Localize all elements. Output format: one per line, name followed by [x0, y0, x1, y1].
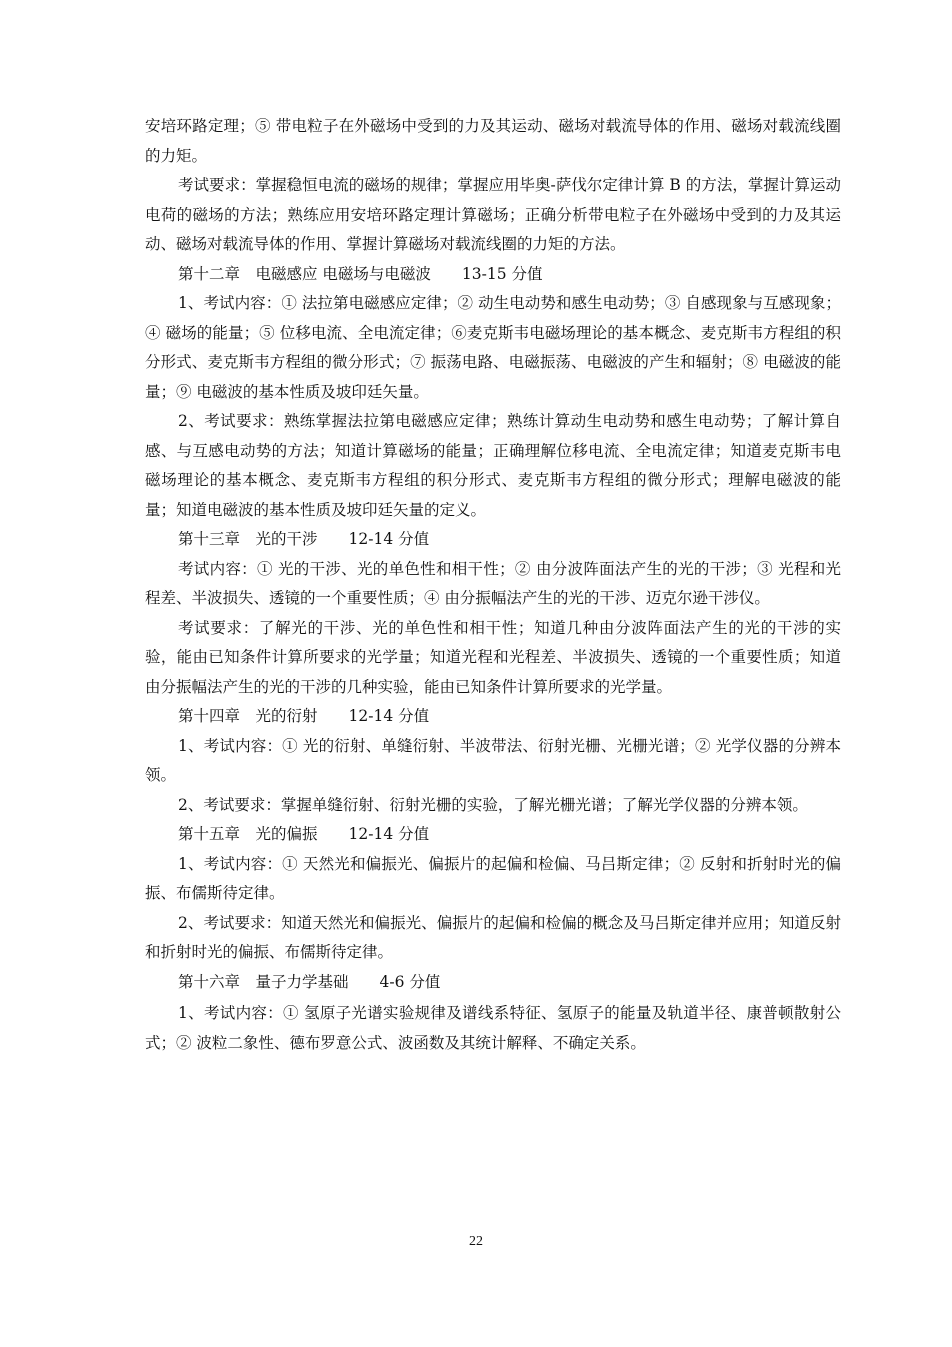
chapter-14-heading: 第十四章 光的衍射 12-14 分值 [178, 707, 430, 725]
paragraph-exam-requirements-ch13: 考试要求：了解光的干涉、光的单色性和相干性；知道几种由分波阵面法产生的光的干涉的实验，能由已知条件计算所要求的光学量；知道光程和光程差、半波损失、透镜的一个重要性质；知道由分振幅法产生的光的干涉的几种实验，能由已知条件计算所要求的光学量。 [145, 618, 841, 696]
paragraph-exam-requirements-ch11: 考试要求：掌握稳恒电流的磁场的规律；掌握应用毕奥-萨伐尔定律计算 B 的方法，掌握计算运动电荷的磁场的方法；熟练应用安培环路定理计算磁场；正确分析带电粒子在外磁场中受到的力及其运动、磁场对载流导体的作用、掌握计算磁场对载流线圈的力矩的方法。 [145, 176, 841, 253]
paragraph-exam-requirements-ch15: 2、考试要求：知道天然光和偏振光、偏振片的起偏和检偏的概念及马吕斯定律并应用；知道反射和折射时光的偏振、布儒斯待定律。 [145, 913, 841, 961]
paragraph-exam-content-ch15: 1、考试内容：① 天然光和偏振光、偏振片的起偏和检偏、马吕斯定律；② 反射和折射时光的偏振、布儒斯待定律。 [145, 854, 841, 902]
document-body [145, 112, 841, 1058]
chapter-16-heading: 第十六章 量子力学基础 4-6 分值 [178, 972, 441, 991]
paragraph-exam-requirements-ch14: 2、考试要求：掌握单缝衍射、衍射光栅的实验，了解光栅光谱；了解光学仪器的分辨本领。 [178, 795, 808, 814]
page-number: 22 [469, 1234, 483, 1249]
paragraph-exam-content-ch14: 1、考试内容：① 光的衍射、单缝衍射、半波带法、衍射光栅、光栅光谱；② 光学仪器的分辨本领。 [145, 736, 841, 784]
paragraph-continuation: 安培环路定理；⑤ 带电粒子在外磁场中受到的力及其运动、磁场对载流导体的作用、磁场对载流线圈的力矩。 [145, 117, 841, 165]
paragraph-exam-content-ch16: 1、考试内容：① 氢原子光谱实验规律及谱线系特征、氢原子的能量及轨道半径、康普顿散射公式；② 波粒二象性、德布罗意公式、波函数及其统计解释、不确定关系。 [145, 1004, 841, 1052]
paragraph-exam-requirements-ch12: 2、考试要求：熟练掌握法拉第电磁感应定律；熟练计算动生电动势和感生电动势；了解计算自感、与互感电动势的方法；知道计算磁场的能量；正确理解位移电流、全电流定律；知道麦克斯韦电磁场理论的基本概念、麦克斯韦方程组的积分形式、麦克斯韦方程组的微分形式；理解电磁波的能量；知道电磁波的基本性质及坡印廷矢量的定义。 [145, 412, 841, 519]
chapter-12-heading: 第十二章 电磁感应 电磁场与电磁波 13-15 分值 [178, 264, 543, 283]
chapter-15-heading: 第十五章 光的偏振 12-14 分值 [178, 825, 430, 843]
paragraph-exam-content-ch12: 1、考试内容：① 法拉第电磁感应定律；② 动生电动势和感生电动势；③ 自感现象与互感现象；④ 磁场的能量；⑤ 位移电流、全电流定律；⑥麦克斯韦电磁场理论的基本概念、麦克斯韦方程组的积分形式、麦克斯韦方程组的微分形式；⑦ 振荡电路、电磁振荡、电磁波的产生和辐射；⑧ 电磁波的能量；⑨ 电磁波的基本性质及坡印廷矢量。 [145, 294, 841, 401]
paragraph-exam-content-ch13: 考试内容：① 光的干涉、光的单色性和相干性；② 由分波阵面法产生的光的干涉；③ 光程和光程差、半波损失、透镜的一个重要性质；④ 由分振幅法产生的光的干涉、迈克尔逊干涉仪。 [145, 559, 841, 607]
chapter-13-heading: 第十三章 光的干涉 12-14 分值 [178, 530, 430, 548]
